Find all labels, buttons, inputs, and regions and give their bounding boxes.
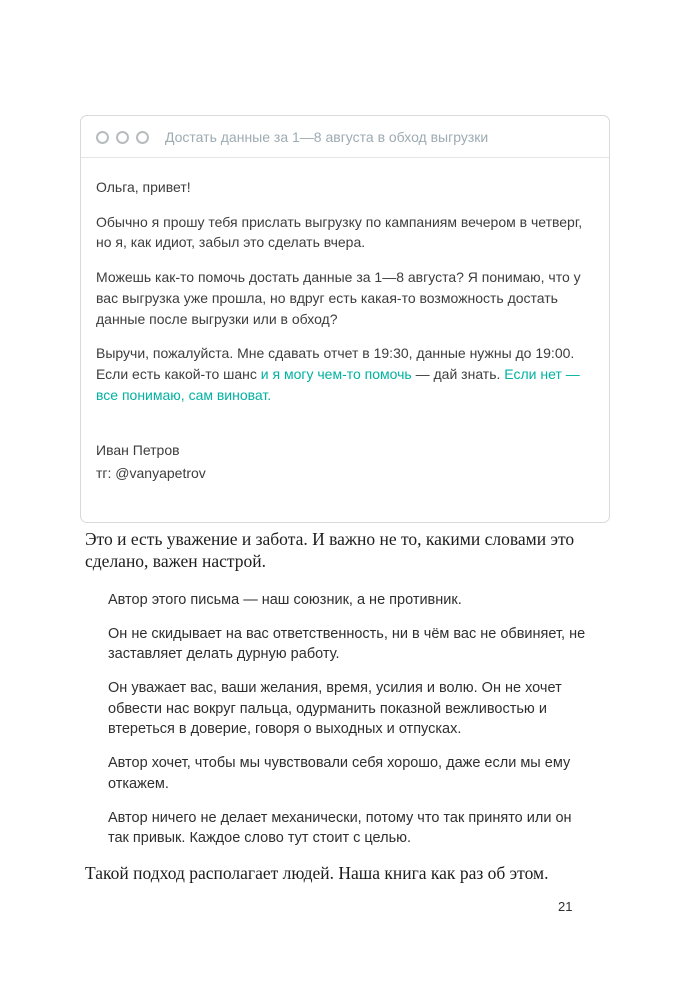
email-card-header	[81, 116, 609, 158]
window-control-icon	[116, 131, 129, 144]
window-control-icon	[96, 131, 109, 144]
commentary-closing: Такой подход располагает людей. Наша книга как раз об этом.	[85, 863, 549, 884]
commentary-point: Он не скидывает на вас ответственность, ни в чём вас не обвиняет, не заставляет делать дурную работу.	[108, 625, 586, 663]
email-subject: Достать данные за 1—8 августа в обход выгрузки	[165, 129, 489, 145]
commentary-points	[108, 590, 590, 849]
email-signature	[96, 439, 593, 484]
commentary-point: Автор хочет, чтобы мы чувствовали себя хорошо, даже если мы ему откажем.	[108, 755, 571, 792]
commentary-point: Автор этого письма — наш союзник, а не противник.	[108, 591, 462, 608]
email-text-segment: — дай знать.	[411, 366, 505, 383]
email-paragraph	[96, 343, 593, 405]
email-accent-text: и я могу чем-то помочь	[260, 366, 412, 383]
email-card	[80, 115, 610, 523]
commentary-section	[85, 528, 600, 885]
signature-contact: тг: @vanyapetrov	[96, 464, 206, 481]
email-body	[81, 158, 609, 522]
signature-name: Иван Петров	[96, 442, 180, 459]
commentary-point: Автор ничего не делает механически, потому что так принято или он так привык. Каждое слово тут стоит с целью.	[108, 809, 572, 847]
commentary-point: Он уважает вас, ваши желания, время, усилия и волю. Он не хочет обвести нас вокруг пальца, одурманить показной вежливостью и втереться в доверие, говоря о выходных и отпусках.	[108, 679, 562, 738]
email-greeting: Ольга, привет!	[96, 179, 191, 195]
window-control-icon	[136, 131, 149, 144]
email-accent-text: Если нет — все понимаю, сам виноват.	[96, 366, 580, 403]
email-text-segment: Выручи, пожалуйста. Мне сдавать отчет в 19:30, данные нужны до 19:00. Если есть какой-то шанс	[96, 345, 575, 383]
email-paragraph: Можешь как-то помочь достать данные за 1—8 августа? Я понимаю, что у вас выгрузка уже прошла, но вдруг есть какая-то возможность достать данные после выгрузки или в обход?	[96, 269, 581, 327]
email-paragraph: Обычно я прошу тебя прислать выгрузку по кампаниям вечером в четверг, но я, как идиот, забыл это сделать вчера.	[96, 213, 583, 251]
page-number: 21	[558, 899, 573, 914]
commentary-lead: Это и есть уважение и забота. И важно не то, какими словами это сделано, важен настрой.	[85, 529, 575, 572]
